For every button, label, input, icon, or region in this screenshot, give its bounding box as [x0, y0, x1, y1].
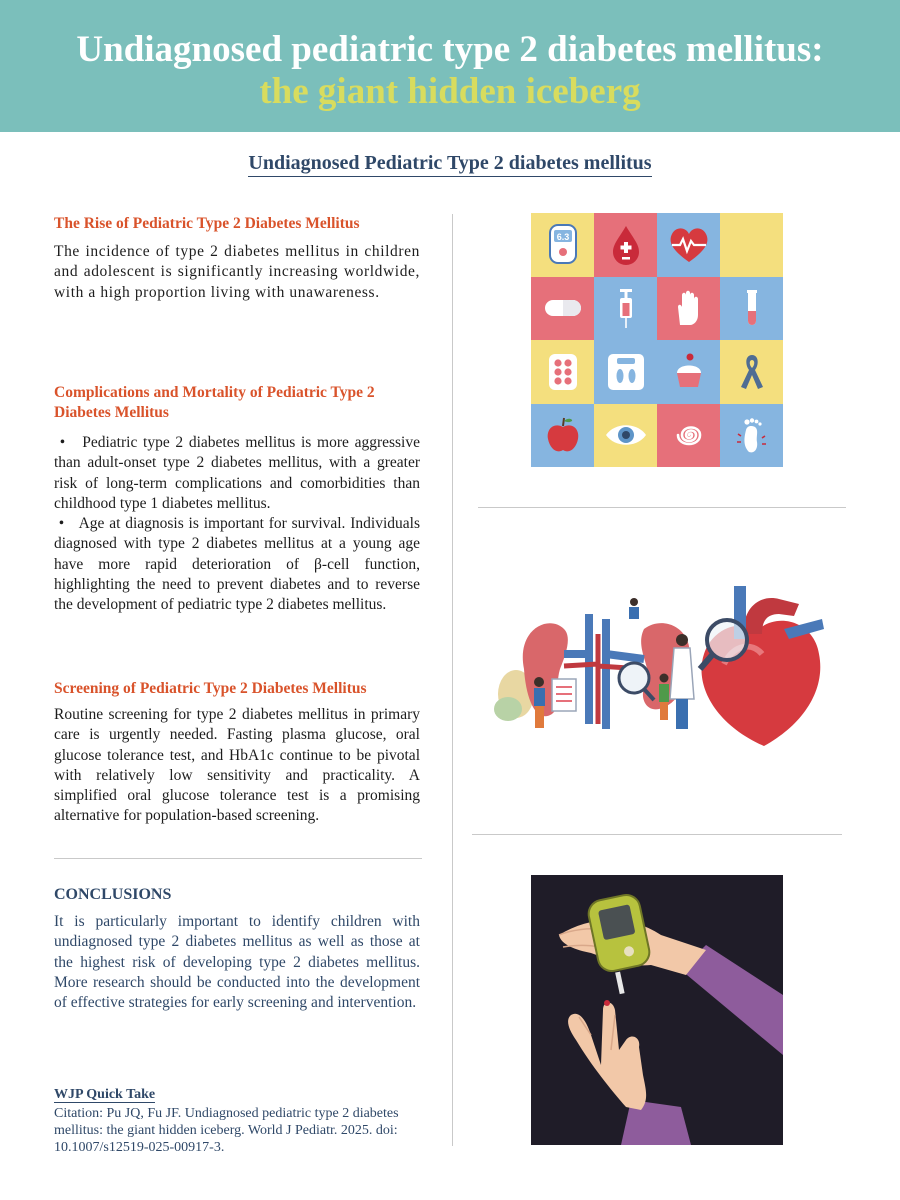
spiral-icon: [657, 404, 720, 468]
scale-icon: [594, 340, 657, 404]
divider: [54, 858, 422, 859]
section-heading: Complications and Mortality of Pediatric Type 2 Diabetes Mellitus: [54, 384, 375, 421]
person-small-body: [659, 684, 669, 702]
conclusions-body: It is particularly important to identify children with undiagnosed type 2 diabetes mellitus as well as those at the highest risk of developing type 2 diabetes mellitus. More research should be conducted into the development of effective strategies for early screening and intervention.: [54, 913, 420, 1012]
section-heading: The Rise of Pediatric Type 2 Diabetes Mellitus: [54, 215, 360, 232]
bullet-glyph: •: [54, 515, 79, 533]
ribbon-icon: [720, 340, 783, 404]
title-line-1: Undiagnosed pediatric type 2 diabetes mellitus:: [76, 29, 824, 70]
bullet-text: Pediatric type 2 diabetes mellitus is more aggressive than adult-onset type 2 diabetes mellitus, with a greater risk of long-term complications and comorbidities than childhood type 1 diabetes mellitus.: [54, 434, 420, 512]
bullet-item: [54, 433, 420, 514]
person-left-body: [534, 688, 545, 706]
quick-take: [54, 1087, 420, 1156]
subtitle-text: Undiagnosed Pediatric Type 2 diabetes mellitus: [248, 152, 651, 177]
person-small-legs: [660, 702, 668, 720]
heartbeat-icon: [657, 213, 720, 277]
person-small-head: [660, 674, 669, 683]
hand-icon: [657, 277, 720, 341]
section-body: The incidence of type 2 diabetes mellitus in children and adolescent is significantly increasing worldwide, with a high proportion living with unawareness.: [54, 243, 420, 301]
capsule-icon: [531, 277, 594, 341]
section-screening: [54, 679, 420, 827]
blank-tile: [720, 213, 783, 277]
doctor-coat: [670, 648, 694, 699]
eye-icon: [594, 404, 657, 468]
blood-drop: [604, 1000, 610, 1006]
section-rise: [54, 214, 420, 303]
blood-drop-icon: [594, 213, 657, 277]
glucometer-icon: [531, 213, 594, 277]
divider: [472, 834, 842, 835]
bullet-glyph: •: [54, 434, 83, 451]
section-complications: [54, 383, 420, 616]
bush-left-2: [494, 697, 522, 721]
divider: [478, 507, 846, 508]
glucometer-reading: 6.3: [556, 231, 569, 242]
cupcake-icon: [657, 340, 720, 404]
doctor-legs: [676, 699, 688, 729]
medical-icon-grid: [531, 213, 783, 467]
subtitle: [0, 152, 900, 175]
column-divider: [452, 214, 453, 1146]
section-conclusions: [54, 886, 420, 1013]
test-tube-icon: [720, 277, 783, 341]
magnifier-small: [619, 663, 649, 693]
person-left-head: [534, 677, 544, 687]
bullet-text: Age at diagnosis is important for survival. Individuals diagnosed with type 2 diabetes mellitus at a young age have more rapid deterioration of β-cell function, highlighting the need to prevent diabetes and to reverse the development of pediatric type 2 diabetes mellitus.: [54, 515, 420, 614]
pill-pack-icon: [531, 340, 594, 404]
conclusions-heading: CONCLUSIONS: [54, 886, 172, 903]
title-line-2: the giant hidden iceberg: [259, 71, 641, 112]
section-body: Routine screening for type 2 diabetes mellitus in primary care is urgently needed. Fasting plasma glucose, oral glucose tolerance test, and HbA1c continue to be pivotal with relatively low sensitivity and practicality. A simplified oral glucose tolerance test is a promising alternative for population-based screening.: [54, 706, 420, 825]
syringe-icon: [594, 277, 657, 341]
glucose-testing-image: [531, 875, 783, 1145]
title-banner: [0, 0, 900, 132]
apple-icon: [531, 404, 594, 468]
foot-icon: [720, 404, 783, 468]
bullet-item: [54, 514, 420, 615]
quick-take-label: [54, 1087, 420, 1103]
doctor-head: [676, 634, 688, 646]
person-top-body: [629, 607, 639, 619]
person-left-legs: [535, 706, 544, 728]
section-heading: Screening of Pediatric Type 2 Diabetes Mellitus: [54, 680, 367, 697]
person-top-head: [630, 598, 638, 606]
citation: Citation: Pu JQ, Fu JF. Undiagnosed pediatric type 2 diabetes mellitus: the giant hidden iceberg. World J Pediatr. 2025. doi: 10.1007/s12519-025-00917-3.: [54, 1106, 399, 1155]
quick-take-label-text: WJP Quick Take: [54, 1087, 156, 1102]
organ-illustration: [494, 574, 834, 754]
